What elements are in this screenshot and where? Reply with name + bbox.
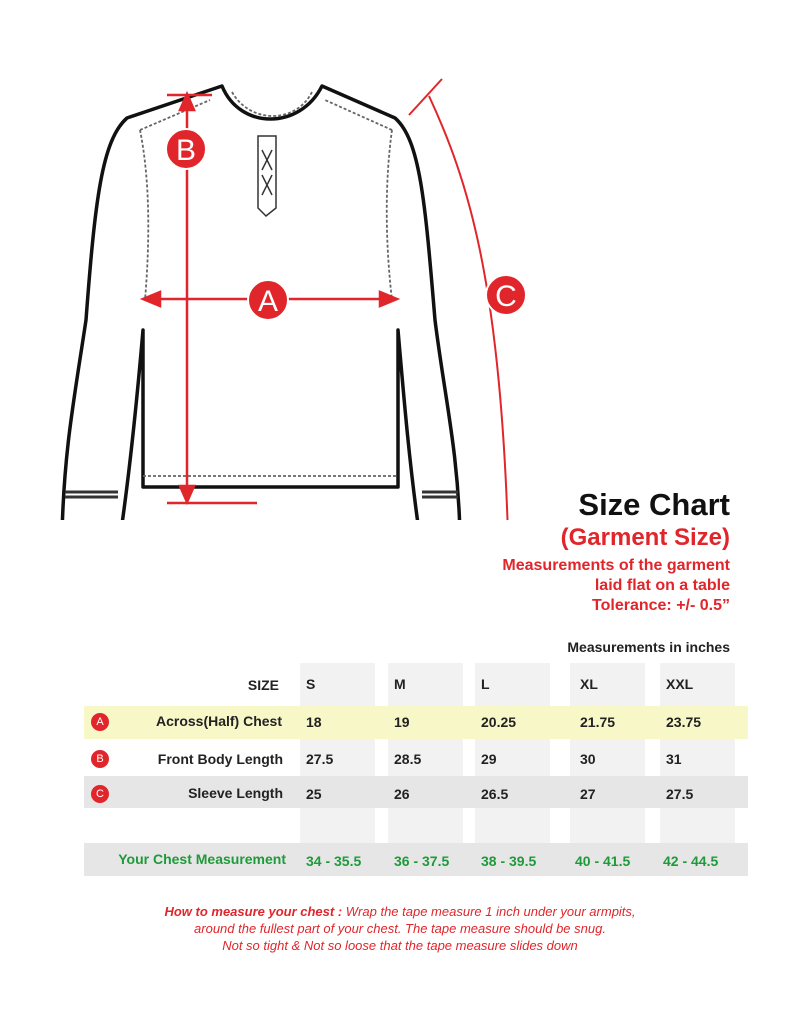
marker-c-letter: C [495, 280, 517, 313]
instructions-line-1 [0, 903, 800, 920]
measuring-instructions [0, 903, 800, 954]
your-chest-s: 34 - 35.5 [306, 853, 362, 869]
row-a-l: 20.25 [481, 714, 517, 730]
row-a-m: 19 [394, 714, 410, 730]
row-a-label: Across(Half) Chest [155, 713, 282, 729]
row-c-label: Sleeve Length [188, 785, 283, 801]
your-chest-label: Your Chest Measurement [118, 851, 286, 867]
placket [258, 136, 276, 216]
size-xxl: XXL [666, 676, 694, 692]
units-note: Measurements in inches [567, 639, 730, 655]
description-line-3: Tolerance: +/- 0.5” [592, 597, 730, 614]
instructions-line-2: around the fullest part of your chest. The tape measure should be snug. [194, 921, 606, 936]
your-chest-xl: 40 - 41.5 [575, 853, 631, 869]
row-c-badge: C [91, 785, 109, 803]
row-b-l: 29 [481, 751, 497, 767]
your-chest-m: 36 - 37.5 [394, 853, 450, 869]
row-c-xl: 27 [580, 786, 596, 802]
your-chest-l: 38 - 39.5 [481, 853, 537, 869]
row-a-xxl: 23.75 [666, 714, 702, 730]
cuff-ribbing [65, 492, 458, 497]
description-line-2: laid flat on a table [594, 577, 730, 594]
row-b-label: Front Body Length [157, 751, 283, 767]
your-chest-xxl: 42 - 44.5 [663, 853, 719, 869]
row-a-xl: 21.75 [580, 714, 616, 730]
size-l: L [481, 676, 490, 692]
row-b-m: 28.5 [394, 751, 422, 767]
instructions-line-3: Not so tight & Not so loose that the tape measure slides down [222, 938, 578, 953]
row-c-m: 26 [394, 786, 410, 802]
row-c-s: 25 [306, 786, 322, 802]
size-s: S [306, 676, 316, 692]
instructions-label: How to measure your chest : [164, 904, 343, 919]
row-b-xl: 30 [580, 751, 596, 767]
size-xl: XL [580, 676, 598, 692]
description-line-1: Measurements of the garment [502, 557, 730, 574]
marker-a [248, 280, 288, 320]
marker-b-letter: B [175, 134, 197, 167]
row-b-badge: B [91, 750, 109, 768]
row-band-sleeve [84, 776, 748, 808]
row-a-s: 18 [306, 714, 322, 730]
marker-b [166, 129, 206, 169]
instructions-text-1: Wrap the tape measure 1 inch under your armpits, [342, 904, 636, 919]
row-b-xxl: 31 [666, 751, 682, 767]
title-block [561, 488, 730, 552]
row-c-xxl: 27.5 [666, 786, 694, 802]
row-c-l: 26.5 [481, 786, 509, 802]
size-header: SIZE [247, 677, 279, 693]
size-m: M [394, 676, 406, 692]
row-a-badge: A [91, 713, 109, 731]
page-subtitle: (Garment Size) [560, 524, 730, 551]
marker-a-letter: A [257, 285, 279, 318]
measurement-description [502, 556, 730, 616]
marker-c [486, 275, 526, 315]
row-b-s: 27.5 [306, 751, 334, 767]
page-title: Size Chart [578, 487, 730, 522]
